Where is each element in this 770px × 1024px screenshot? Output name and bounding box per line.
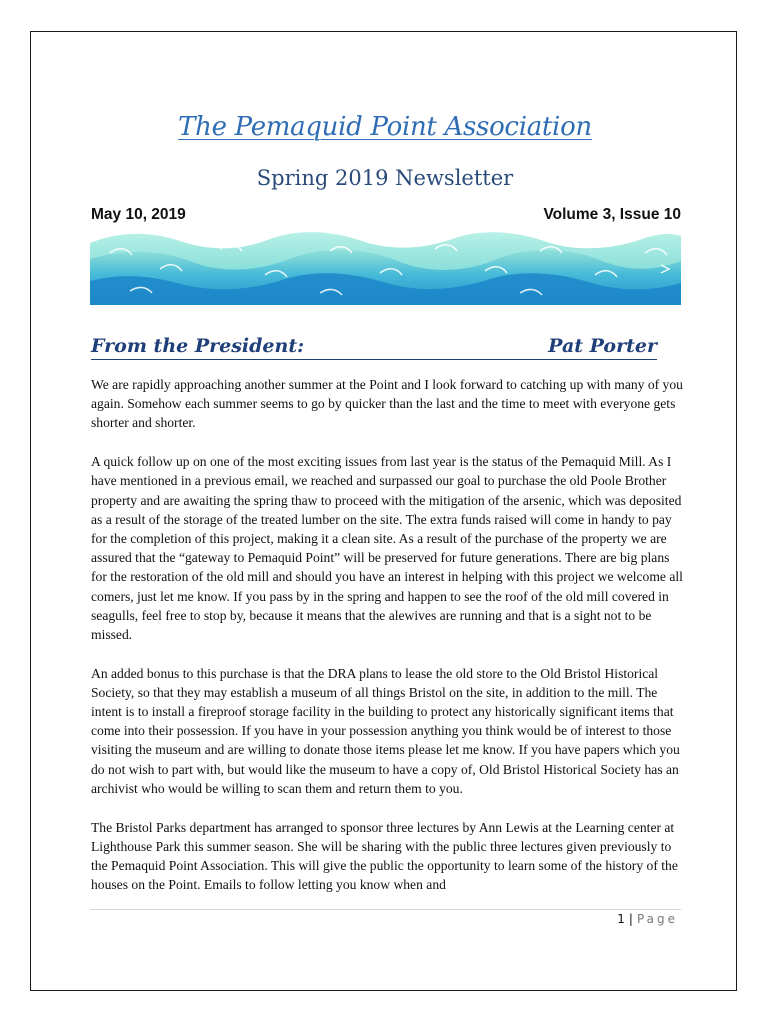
president-section-heading xyxy=(91,335,657,360)
newsletter-subtitle: Spring 2019 Newsletter xyxy=(256,166,514,190)
paragraph: An added bonus to this purchase is that the DRA plans to lease the old store to the Old Bristol Historical Society, so that they may establish a museum of all things Bristol on the site, in addition to the mill. The intent is to install a fireproof storage facility in the building to protect any historically significant items that come into their possession. If you have in your possession anything you think would be of interest to those visiting the museum and are willing to donate those items please let me know. If you have papers which you do not wish to part with, but would like the museum to have a copy of, Old Bristol Historical Society has an archivist who would be willing to scan them and return them to you. xyxy=(91,665,680,796)
issue-volume: Volume 3, Issue 10 xyxy=(543,206,681,223)
wave-banner-image xyxy=(90,229,681,305)
issue-date: May 10, 2019 xyxy=(91,206,186,223)
association-title: The Pemaquid Point Association xyxy=(178,112,592,142)
paragraph: The Bristol Parks department has arranged to sponsor three lectures by Ann Lewis at the Learning center at Lighthouse Park this summer season. She will be sharing with the public three lectures given previously to the Pemaquid Point Association. This will give the public the opportunity to learn some of the history of the houses on the Point. Emails to follow letting you know when and xyxy=(91,819,678,893)
footer-separator: | xyxy=(628,912,633,926)
issue-meta-row xyxy=(91,206,681,224)
paragraph: We are rapidly approaching another summer at the Point and I look forward to catching up with many of you again. Somehow each summer seems to go by quicker than the last and the time to meet with everyone gets shorter and shorter. xyxy=(91,377,683,431)
section-author: Pat Porter xyxy=(548,335,657,357)
page-number: 1 xyxy=(617,912,625,926)
letter-body xyxy=(91,375,685,914)
paragraph: A quick follow up on one of the most exciting issues from last year is the status of the Pemaquid Mill. As I have mentioned in a previous email, we reached and surpassed our goal to purchase the old Poole Brother property and are awaiting the spring thaw to proceed with the mitigation of the arsenic, which was deposited as a result of the storage of the treated lumber on the site. The extra funds raised will come in handy to pay for the completion of this project, making it a clean site. As a result of the purchase of the property we are assured that the “gateway to Pemaquid Point” will be preserved for future generations. There are big plans for the restoration of the old mill and should you have an interest in helping with this project we welcome all comers, just let me know. If you pass by in the spring and happen to see the roof of the old mill covered in seagulls, feel free to stop by, because it means that the alewives are running and that is a sight not to be missed. xyxy=(91,454,683,642)
page-footer xyxy=(617,912,678,926)
footer-divider xyxy=(90,909,681,910)
page-label: Page xyxy=(636,912,678,926)
section-heading-label: From the President: xyxy=(91,335,305,357)
